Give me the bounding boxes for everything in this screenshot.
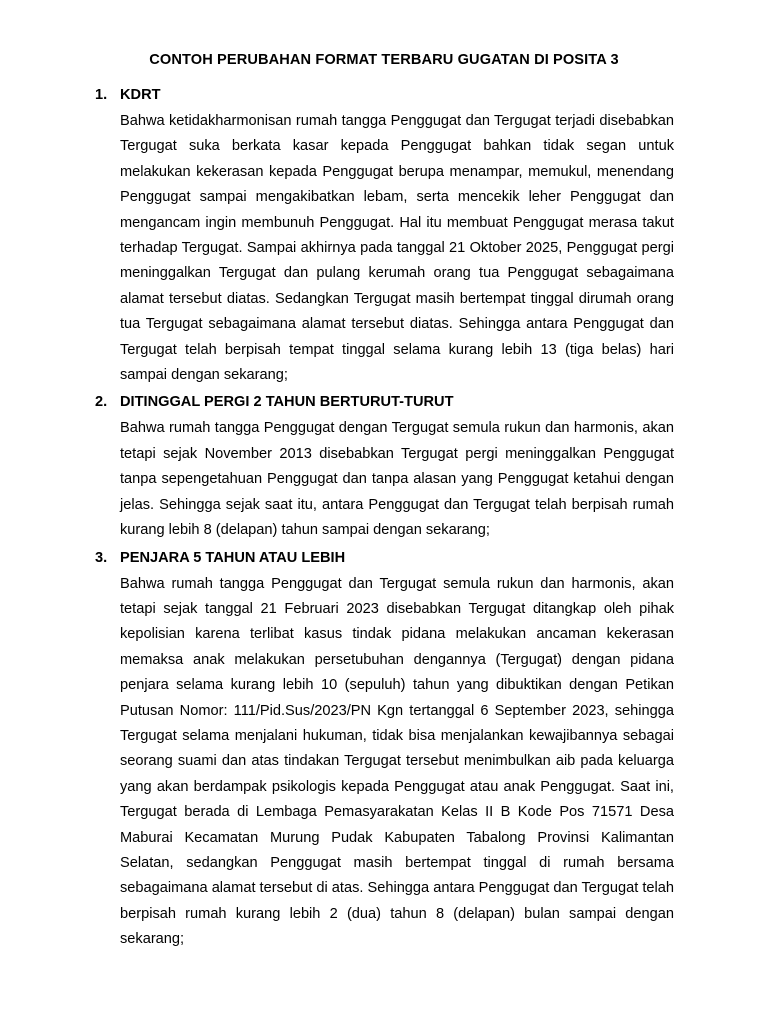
section-ditinggal-pergi bbox=[95, 392, 675, 543]
section-number: 2. bbox=[95, 394, 108, 411]
section-paragraph: Bahwa rumah tangga Penggugat dengan Tergugat semula rukun dan harmonis, akan tetapi sejak November 2013 disebabkan Tergugat pergi meninggalkan Penggugat tanpa sepengetahuan Penggugat dan tanpa alasan yang Penggugat ketahui dengan jelas. Sehingga sejak saat itu, antara Penggugat dan Tergugat telah berpisah rumah kurang lebih 8 (delapan) tahun sampai dengan sekarang; bbox=[120, 420, 674, 539]
section-number: 1. bbox=[95, 87, 108, 103]
section-title: DITINGGAL PERGI 2 TAHUN BERTURUT-TURUT bbox=[120, 394, 454, 411]
section-paragraph: Bahwa ketidakharmonisan rumah tangga Penggugat dan Tergugat terjadi disebabkan Tergugat suka berkata kasar kepada Penggugat bahkan tidak segan untuk melakukan kekerasan kepada Penggugat berupa menampar, memukul, menendang Penggugat sampai mengakibatkan lebam, serta mencekik leher Penggugat dan mengancam ingin membunuh Penggugat. Hal itu membuat Penggugat merasa takut terhadap Tergugat. Sampai akhirnya pada tanggal 21 Oktober 2025, Penggugat pergi meninggalkan Tergugat dan pulang kerumah orang tua Penggugat sebagaimana alamat tersebut diatas. Sedangkan Tergugat masih bertempat tinggal dirumah orang tua Tergugat sebagaimana alamat tersebut diatas. Sehingga antara Penggugat dan Tergugat telah berpisah tempat tinggal selama kurang lebih 13 (tiga belas) hari sampai dengan sekarang; bbox=[120, 113, 674, 384]
section-penjara bbox=[95, 548, 675, 953]
section-heading bbox=[95, 548, 675, 568]
section-heading bbox=[95, 85, 675, 105]
section-title: PENJARA 5 TAHUN ATAU LEBIH bbox=[120, 549, 346, 566]
section-paragraph: Bahwa rumah tangga Penggugat dan Tergugat semula rukun dan harmonis, akan tetapi sejak tanggal 21 Februari 2023 disebabkan Tergugat ditangkap oleh pihak kepolisian karena terlibat kasus tindak pidana melakukan ancaman kekerasan memaksa anak melakukan persetubuhan dengannya (Tergugat) dengan pidana penjara selama kurang lebih 10 (sepuluh) tahun yang dibuktikan dengan Petikan Putusan Nomor: 111/Pid.Sus/2023/PN Kgn tertanggal 6 September 2023, sehingga Tergugat selama menjalani hukuman, tidak bisa menjalankan kewajibannya sebagai seorang suami dan atas tindakan Tergugat tersebut menimbulkan aib pada keluarga yang akan berdampak psikologis kepada Penggugat atau anak Penggugat. Saat ini, Tergugat berada di Lembaga Pemasyarakatan Kelas II B Kode Pos 71571 Desa Maburai Kecamatan Murung Pudak Kabupaten Tabalong Provinsi Kalimantan Selatan, sedangkan Penggugat masih bertempat tinggal di rumah bersama sebagaimana alamat tersebut di atas. Sehingga antara Penggugat dan Tergugat telah berpisah rumah kurang lebih 2 (dua) tahun 8 (delapan) bulan sampai dengan sekarang; bbox=[120, 575, 674, 948]
document-title: CONTOH PERUBAHAN FORMAT TERBARU GUGATAN DI POSITA 3 bbox=[149, 52, 619, 68]
section-number: 3. bbox=[95, 549, 108, 566]
section-title: KDRT bbox=[120, 87, 161, 103]
section-kdrt bbox=[95, 85, 675, 388]
section-list bbox=[95, 85, 675, 953]
section-heading bbox=[95, 392, 675, 412]
